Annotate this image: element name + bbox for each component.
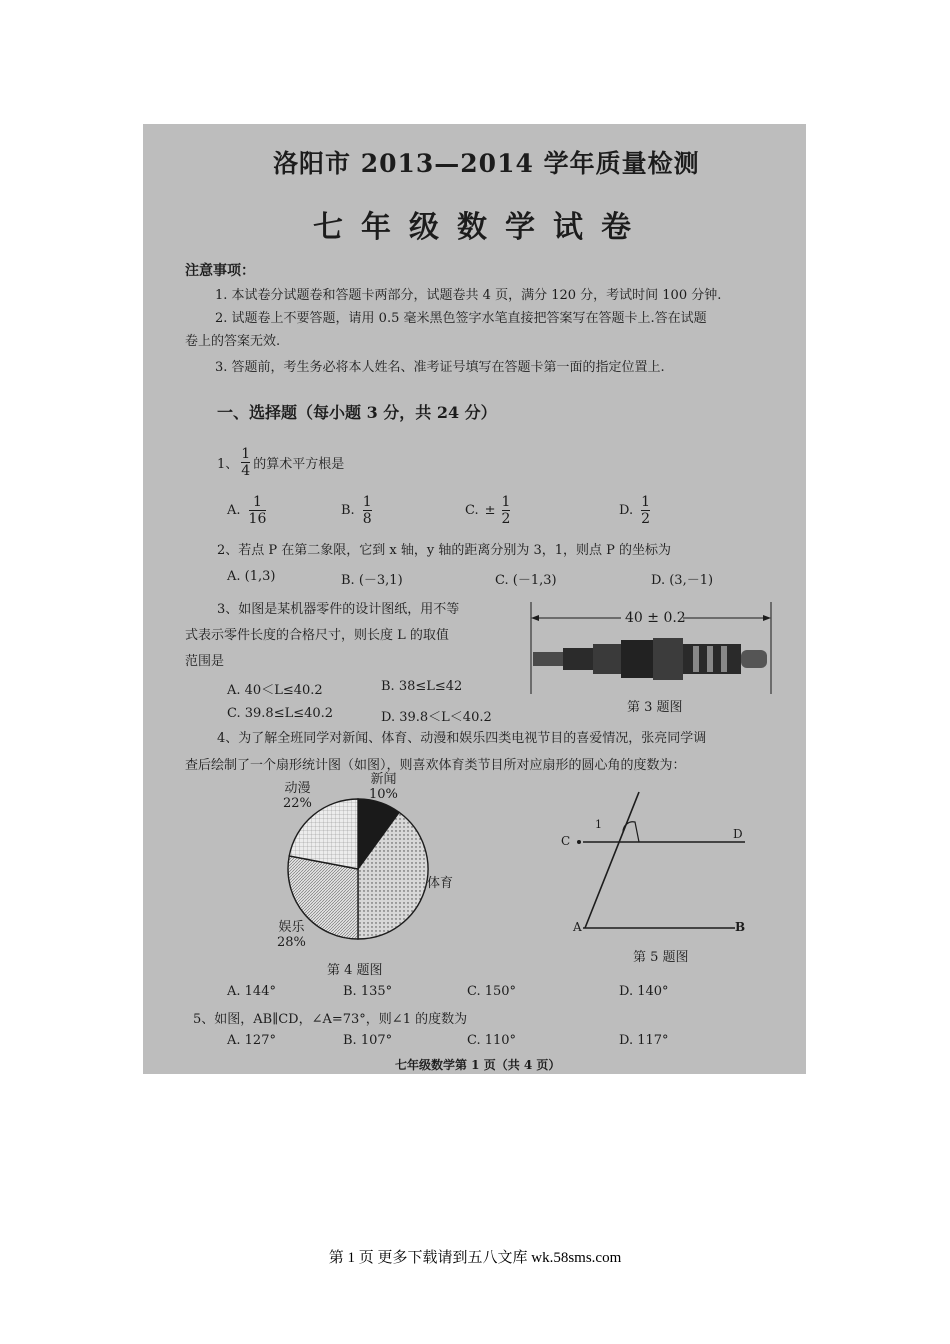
q1-option-b bbox=[341, 494, 372, 527]
q1-opt-b-num: 1 bbox=[362, 494, 372, 510]
question-2: 2、若点 P 在第二象限，它到 x 轴，y 轴的距离分别为 3，1，则点 P 的坐标为 bbox=[217, 543, 672, 558]
note-2a: 2. 试题卷上不要答题，请用 0.5 毫米黑色签字水笔直接把答案写在答题卡上.答在试题 bbox=[215, 311, 707, 326]
pie-label-anime bbox=[283, 781, 312, 811]
section1-title: 一、选择题（每小题 3 分，共 24 分） bbox=[217, 403, 497, 422]
fig5-label-d: D bbox=[733, 827, 743, 841]
question-3-line1: 3、如图是某机器零件的设计图纸，用不等 bbox=[217, 602, 460, 617]
exam-photo bbox=[143, 124, 806, 1074]
q2-option-a: A. (1,3) bbox=[227, 569, 276, 584]
q5-option-b: B. 107° bbox=[343, 1033, 393, 1048]
q1-frac-den: 4 bbox=[241, 463, 251, 479]
q1-prefix: 1、 bbox=[217, 457, 239, 472]
figure5-caption: 第 5 题图 bbox=[633, 950, 689, 965]
q1-opt-d-label: D. bbox=[619, 503, 634, 518]
q2-option-b: B. (－3,1) bbox=[341, 573, 403, 588]
q2-option-c: C. (－1,3) bbox=[495, 573, 557, 588]
q1-opt-a-label: A. bbox=[227, 503, 241, 518]
question-4-line1: 4、为了解全班同学对新闻、体育、动漫和娱乐四类电视节目的喜爱情况，张亮同学调 bbox=[217, 731, 707, 746]
q5-option-a: A. 127° bbox=[227, 1033, 276, 1048]
page-number-footer: 七年级数学第 1 页（共 4 页） bbox=[395, 1058, 561, 1072]
pie-news-percent: 10% bbox=[369, 787, 398, 802]
q1-opt-c-den: 2 bbox=[501, 511, 511, 527]
pie-news-name: 新闻 bbox=[370, 772, 397, 787]
pie-label-entertainment bbox=[277, 920, 306, 950]
fig5-label-c: C bbox=[561, 834, 571, 848]
question-1 bbox=[217, 446, 344, 479]
figure3-dimension: 40 ± 0.2 bbox=[625, 610, 686, 626]
q3-option-a: A. 40＜L≤40.2 bbox=[227, 683, 323, 698]
q1-opt-b-label: B. bbox=[341, 503, 355, 518]
q3-option-c: C. 39.8≤L≤40.2 bbox=[227, 706, 334, 721]
pie-anime-percent: 22% bbox=[283, 796, 312, 811]
q1-opt-c-num: 1 bbox=[501, 494, 511, 510]
note-3: 3. 答题前，考生务必将本人姓名、准考证号填写在答题卡第一面的指定位置上. bbox=[215, 360, 665, 375]
q1-option-d bbox=[619, 494, 650, 527]
fig5-angle-label: 1 bbox=[595, 818, 602, 831]
pie-label-sports bbox=[427, 876, 453, 891]
q4-option-b: B. 135° bbox=[343, 984, 393, 999]
figure3-caption: 第 3 题图 bbox=[627, 700, 683, 715]
q1-opt-d-den: 2 bbox=[641, 511, 651, 527]
q1-opt-c-sign: ± bbox=[484, 503, 496, 518]
q5-option-c: C. 110° bbox=[467, 1033, 517, 1048]
q2-option-d: D. (3,－1) bbox=[651, 573, 714, 588]
pie-ent-name: 娱乐 bbox=[278, 920, 305, 935]
parallel-lines-figure bbox=[563, 784, 763, 934]
q3-option-b: B. 38≤L≤42 bbox=[381, 679, 463, 694]
q3-option-d: D. 39.8＜L＜40.2 bbox=[381, 710, 492, 725]
question-3-line3: 范围是 bbox=[185, 654, 225, 669]
note-1: 1. 本试卷分试题卷和答题卡两部分，试题卷共 4 页，满分 120 分，考试时间 100 分钟. bbox=[215, 288, 722, 303]
pie-anime-name: 动漫 bbox=[284, 781, 311, 796]
q4-option-c: C. 150° bbox=[467, 984, 517, 999]
question-5: 5、如图，AB∥CD，∠A=73°，则∠1 的度数为 bbox=[193, 1012, 468, 1027]
note-2b: 卷上的答案无效. bbox=[185, 334, 281, 349]
notes-heading: 注意事项： bbox=[185, 263, 255, 279]
fig5-label-b: B bbox=[735, 920, 746, 934]
q4-option-a: A. 144° bbox=[227, 984, 276, 999]
q1-opt-a-den: 16 bbox=[248, 511, 267, 527]
q1-fraction bbox=[241, 446, 250, 479]
q1-opt-b-den: 8 bbox=[362, 511, 372, 527]
q5-option-d: D. 117° bbox=[619, 1033, 669, 1048]
exam-subtitle: 七年级数学试卷 bbox=[313, 210, 649, 245]
q4-option-d: D. 140° bbox=[619, 984, 669, 999]
q1-option-c bbox=[465, 494, 510, 527]
pie-ent-percent: 28% bbox=[277, 935, 306, 950]
q1-opt-c-label: C. bbox=[465, 503, 479, 518]
q1-option-a bbox=[227, 494, 266, 527]
q1-opt-a-num: 1 bbox=[252, 494, 262, 510]
pie-label-news bbox=[369, 772, 398, 802]
q1-text: 的算术平方根是 bbox=[253, 457, 345, 472]
download-footer: 第 1 页 更多下载请到五八文库 wk.58sms.com bbox=[328, 1250, 622, 1266]
pie-sports-name: 体育 bbox=[427, 876, 454, 891]
question-3-line2: 式表示零件长度的合格尺寸，则长度 L 的取值 bbox=[185, 628, 449, 643]
fig5-label-a: A bbox=[573, 920, 582, 934]
q1-opt-d-num: 1 bbox=[641, 494, 651, 510]
question-4-line2: 查后绘制了一个扇形统计图（如图），则喜欢体育类节目所对应扇形的圆心角的度数为： bbox=[185, 758, 686, 773]
figure4-caption: 第 4 题图 bbox=[327, 963, 383, 978]
q1-frac-num: 1 bbox=[241, 446, 251, 462]
exam-title: 洛阳市 2013—2014 学年质量检测 bbox=[273, 149, 700, 178]
